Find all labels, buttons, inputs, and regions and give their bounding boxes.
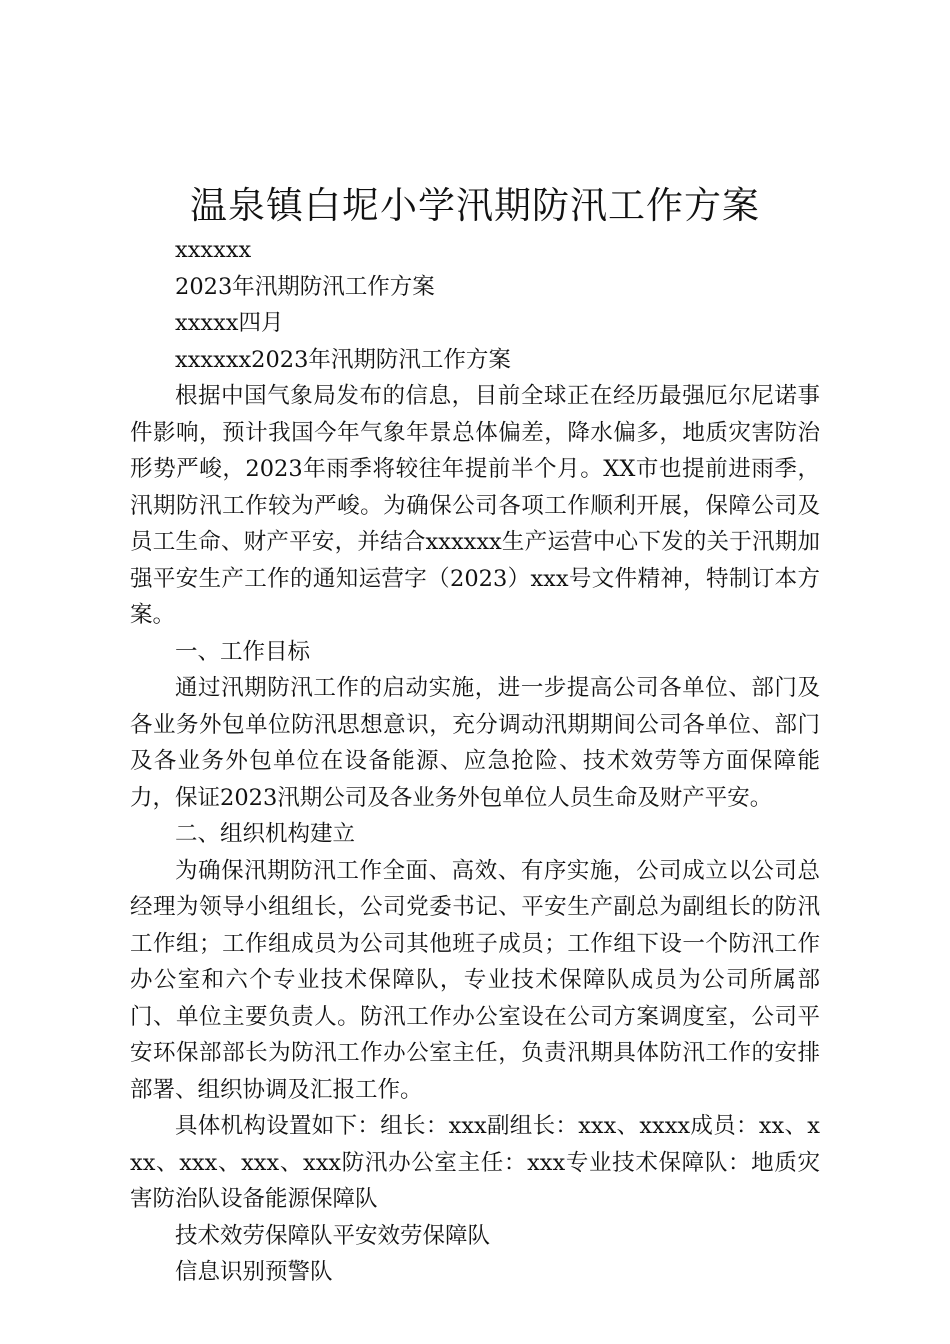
header-line-plan: 2023年汛期防汛工作方案	[175, 273, 435, 300]
paragraph-structure: 具体机构设置如下：组长：xxx副组长：xxx、xxxx成员：xx、xxx、xxx、xxx、xxx防汛办公室主任：xxx专业技术保障队：地质灾害防治队设备能源保障队	[130, 1113, 820, 1212]
paragraph-intro: 根据中国气象局发布的信息，目前全球正在经历最强厄尔尼诺事件影响，预计我国今年气象年景总体偏差，降水偏多，地质灾害防治形势严峻，2023年雨季将较往年提前半个月。XX市也提前进雨季，汛期防汛工作较为严峻。为确保公司各项工作顺利开展，保障公司及员工生命、财产平安，并结合xxxxxx生产运营中心下发的关于汛期加强平安生产工作的通知运营字（2023）xxx号文件精神，特制订本方案。	[130, 383, 820, 628]
header-line-subtitle: xxxxxx2023年汛期防汛工作方案	[175, 346, 511, 373]
document-body	[130, 232, 820, 1291]
section-heading-organization: 二、组织机构建立	[175, 821, 356, 847]
document-title: 温泉镇白坭小学汛期防汛工作方案	[190, 184, 760, 227]
header-line-date: xxxxx四月	[175, 310, 284, 336]
paragraph-teams-2: 信息识别预警队	[175, 1259, 333, 1285]
section-heading-goals: 一、工作目标	[175, 638, 311, 665]
paragraph-organization: 为确保汛期防汛工作全面、高效、有序实施，公司成立以公司总经理为领导小组组长，公司党委书记、平安生产副总为副组长的防汛工作组；工作组成员为公司其他班子成员；工作组下设一个防汛工作办公室和六个专业技术保障队，专业技术保障队成员为公司所属部门、单位主要负责人。防汛工作办公室设在公司方案调度室，公司平安环保部部长为防汛工作办公室主任，负责汛期具体防汛工作的安排部署、组织协调及汇报工作。	[130, 857, 820, 1103]
paragraph-teams-1: 技术效劳保障队平安效劳保障队	[175, 1222, 491, 1249]
header-line-org: xxxxxx	[175, 237, 252, 263]
paragraph-goals: 通过汛期防汛工作的启动实施，进一步提高公司各单位、部门及各业务外包单位防汛思想意识，充分调动汛期期间公司各单位、部门及各业务外包单位在设备能源、应急抢险、技术效劳等方面保障能力，保证2023汛期公司及各业务外包单位人员生命及财产平安。	[130, 675, 820, 811]
